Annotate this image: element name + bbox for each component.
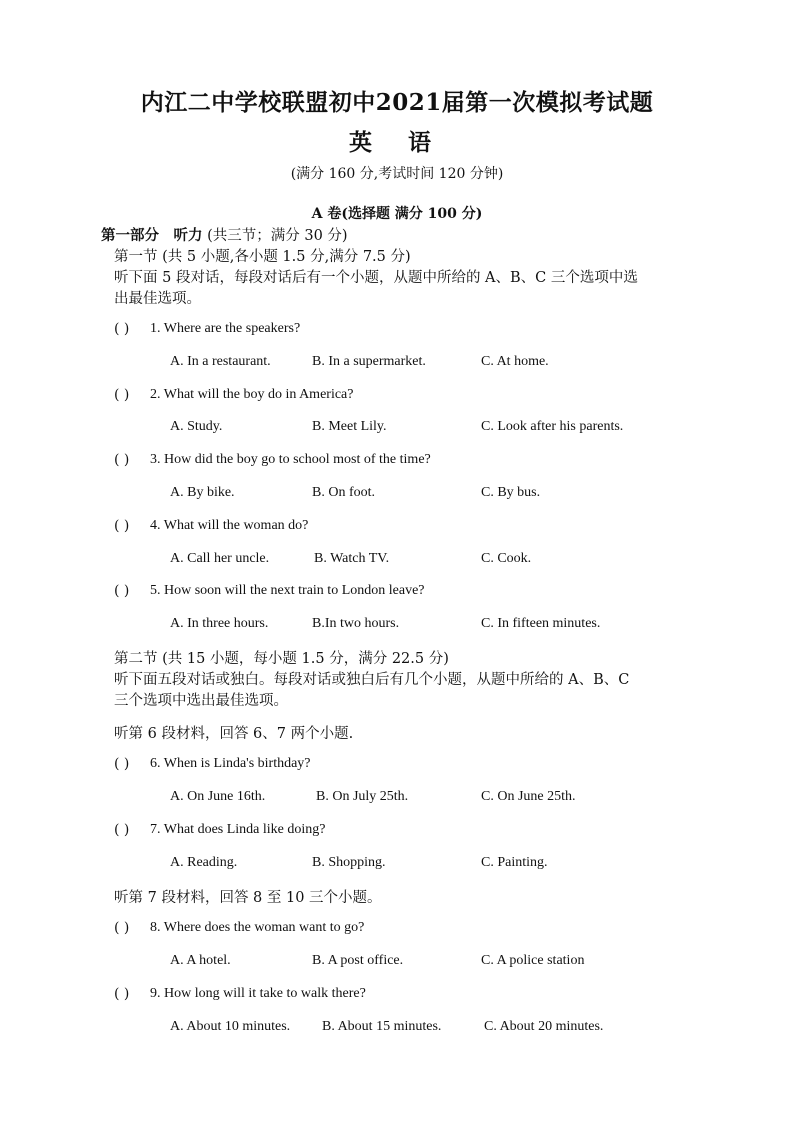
option-3a: A. By bike. — [170, 485, 235, 500]
exam-title: 内江二中学校联盟初中2021届第一次模拟考试题 — [140, 89, 654, 116]
part1-heading — [101, 224, 348, 245]
part1-info: (共三节；满分 30 分) — [207, 228, 348, 244]
exam-meta: (满分 160 分,考试时间 120 分钟) — [290, 166, 504, 182]
answer-blank[interactable]: ( ) — [114, 452, 130, 468]
question-7: 7. What does Linda like doing? — [150, 822, 326, 837]
option-4a: A. Call her uncle. — [170, 551, 270, 566]
question-5: 5. How soon will the next train to London leave? — [150, 583, 425, 598]
option-9a: A. About 10 minutes. — [170, 1019, 291, 1034]
question-8: 8. Where does the woman want to go? — [150, 920, 365, 935]
option-5c: C. In fifteen minutes. — [481, 616, 601, 631]
question-1: 1. Where are the speakers? — [150, 321, 301, 336]
option-3c: C. By bus. — [481, 485, 541, 500]
section1-instruction-2: 出最佳选项。 — [114, 291, 201, 307]
option-5b: B.In two hours. — [312, 616, 400, 631]
answer-blank[interactable]: ( ) — [114, 321, 130, 337]
option-2c: C. Look after his parents. — [481, 419, 624, 434]
option-4b: B. Watch TV. — [314, 551, 390, 566]
option-8c: C. A police station — [481, 953, 585, 968]
answer-blank[interactable]: ( ) — [114, 756, 130, 772]
material-7-heading: 听第 7 段材料，回答 8 至 10 三个小题。 — [114, 890, 382, 906]
option-3b: B. On foot. — [312, 485, 375, 500]
option-2a: A. Study. — [170, 419, 223, 434]
material-6-heading: 听第 6 段材料，回答 6、7 两个小题. — [114, 726, 354, 742]
answer-blank[interactable]: ( ) — [114, 583, 130, 599]
volume-a-heading: A 卷(选择题 满分 100 分) — [311, 206, 483, 222]
answer-blank[interactable]: ( ) — [114, 518, 130, 534]
option-8b: B. A post office. — [312, 953, 404, 968]
option-7c: C. Painting. — [481, 855, 548, 870]
answer-blank[interactable]: ( ) — [114, 822, 130, 838]
subject-title: 英 语 — [348, 129, 445, 156]
option-5a: A. In three hours. — [170, 616, 269, 631]
section1-instruction-1: 听下面 5 段对话，每段对话后有一个小题，从题中所给的 A、B、C 三个选项中选 — [114, 270, 638, 286]
option-4c: C. Cook. — [481, 551, 532, 566]
question-2: 2. What will the boy do in America? — [150, 387, 354, 402]
question-9: 9. How long will it take to walk there? — [150, 986, 366, 1001]
section2-instruction-1: 听下面五段对话或独白。每段对话或独白后有几个小题，从题中所给的 A、B、C — [114, 672, 630, 688]
option-6c: C. On June 25th. — [481, 789, 576, 804]
option-8a: A. A hotel. — [170, 953, 231, 968]
question-3: 3. How did the boy go to school most of the time? — [150, 452, 431, 467]
section2-instruction-2: 三个选项中选出最佳选项。 — [114, 693, 288, 709]
option-7a: A. Reading. — [170, 855, 238, 870]
option-7b: B. Shopping. — [312, 855, 386, 870]
question-4: 4. What will the woman do? — [150, 518, 309, 533]
option-6b: B. On July 25th. — [316, 789, 409, 804]
answer-blank[interactable]: ( ) — [114, 986, 130, 1002]
option-9c: C. About 20 minutes. — [484, 1019, 604, 1034]
option-9b: B. About 15 minutes. — [322, 1019, 442, 1034]
option-2b: B. Meet Lily. — [312, 419, 387, 434]
question-6: 6. When is Linda's birthday? — [150, 756, 311, 771]
answer-blank[interactable]: ( ) — [114, 387, 130, 403]
option-6a: A. On June 16th. — [170, 789, 266, 804]
part1-label: 第一部分 听力 — [101, 227, 203, 244]
section1-title: 第一节 (共 5 小题,各小题 1.5 分,满分 7.5 分) — [114, 249, 411, 265]
section2-title: 第二节 (共 15 小题，每小题 1.5 分，满分 22.5 分) — [114, 651, 449, 667]
option-1c: C. At home. — [481, 354, 549, 369]
option-1b: B. In a supermarket. — [312, 354, 426, 369]
answer-blank[interactable]: ( ) — [114, 920, 130, 936]
option-1a: A. In a restaurant. — [170, 354, 271, 369]
